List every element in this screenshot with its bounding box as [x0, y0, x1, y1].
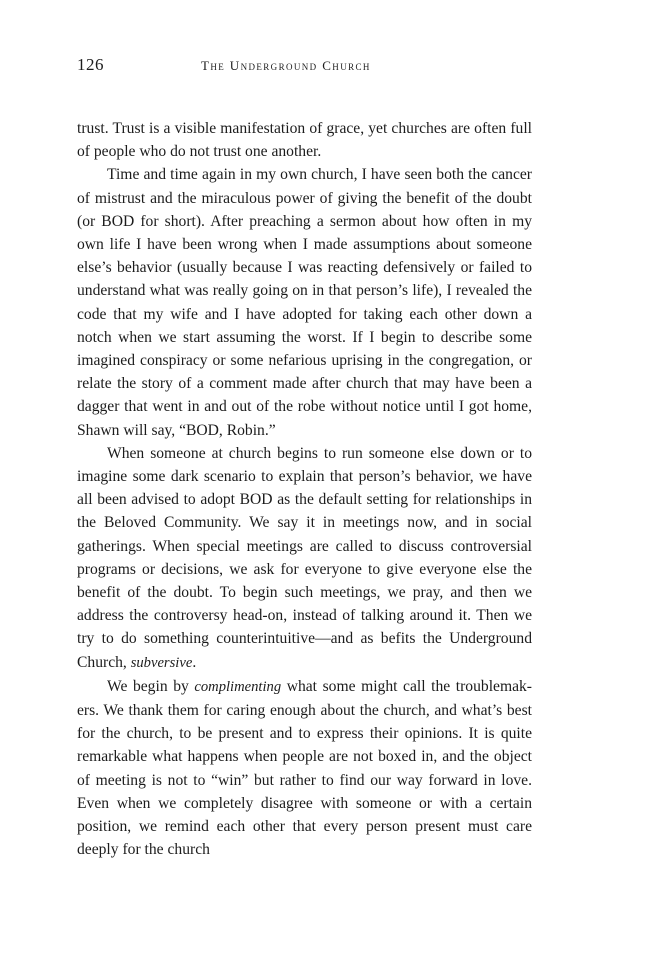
paragraph — [77, 117, 532, 163]
body-text — [77, 117, 532, 862]
running-title: The Underground Church — [201, 58, 371, 73]
paragraph-text: We begin by — [107, 677, 195, 695]
paragraph — [77, 675, 532, 862]
paragraph-text: Time and time again in my own church, I have seen both the cancer of mistrust and the miraculous power of giving the benefit of the doubt (or BOD for short). After preaching a sermon about how often in my own life I have been wrong when I made assumptions about someone else’s behavior (usually because I was reacting defensively or failed to understand what was really going on in that person’s life), I revealed the code that my wife and I have adopted for taking each other down a notch when we start assuming the worst. If I begin to describe some imagined conspiracy or some nefarious uprising in the congregation, or relate the story of a comment made after church that may have been a dagger that went in and out of the robe without notice until I got home, Shawn will say, “BOD, Robin.” — [77, 166, 532, 439]
emphasized-word: subversive — [130, 654, 193, 671]
paragraph-text: trust. Trust is a visible manifestation of grace, yet churches are often full of people who do not trust one another. — [77, 120, 532, 161]
running-head — [77, 55, 532, 79]
paragraph-text: When someone at church begins to run someone else down or to imagine some dark scenario to explain that person’s behavior, we have all been advised to adopt BOD as the default setting for relationships in the Beloved Community. We say it in meetings now, and in social gatherings. When special meetings are called to discuss controversial programs or decisions, we ask for everyone to give everyone else the benefit of the doubt. To begin such meetings, we pray, and then we address the controversy head-on, instead of talking around it. Then we try to do something counterintuitive—and as befits the Underground Church, — [77, 444, 532, 671]
paragraph — [77, 163, 532, 441]
paragraph-text: . — [192, 653, 197, 671]
paragraph-text: what some might call the troublemakers. We thank them for caring enough about the church, and what’s best for the church, to be present and to express their opinions. It is quite remarkable what happens when people are not boxed in, and the object of meeting is not to “win” but rather to find our way forward in love. Even when we completely disagree with someone or with a certain position, we remind each other that every person present must care deeply for the church — [77, 677, 532, 859]
paragraph — [77, 442, 532, 675]
emphasized-word: complimenting — [194, 678, 282, 695]
page-number: 126 — [77, 55, 104, 74]
